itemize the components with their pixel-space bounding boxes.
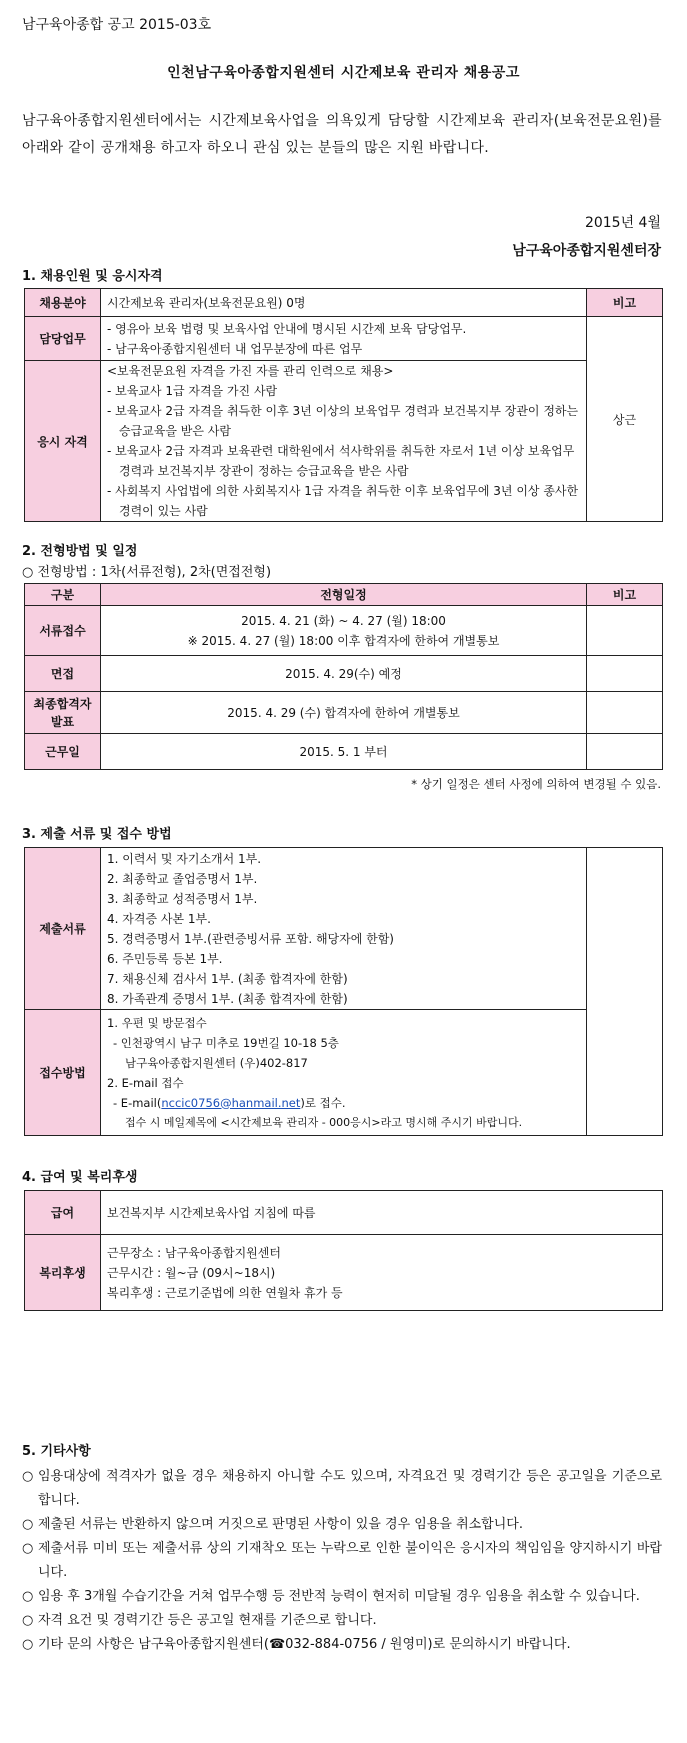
list-item [22, 1465, 662, 1513]
list-item [22, 1585, 662, 1609]
list-item-text: 제출된 서류는 반환하지 않으며 거짓으로 판명된 사항이 있을 경우 임용을 취소합니다. [38, 1517, 523, 1532]
table-row [25, 361, 663, 522]
email-suffix: )로 접수. [300, 1095, 346, 1110]
section-2-table [24, 583, 663, 770]
page-title: 인천남구육아종합지원센터 시간제보육 관리자 채용공고 [167, 65, 520, 81]
method-line: - 인천광역시 남구 미추로 19번길 10-18 5층 [113, 1035, 339, 1050]
section-1-table [24, 288, 663, 522]
notice-number: 남구육아종합 공고 2015-03호 [22, 17, 212, 33]
submission-method [101, 1010, 587, 1136]
row-label: 서류접수 [25, 606, 101, 656]
list-item [22, 1633, 662, 1657]
doc-item: 6. 주민등록 등본 1부. [107, 951, 223, 966]
row-label: 응시 자격 [25, 361, 101, 522]
selection-method: ○ 전형방법 : 1차(서류전형), 2차(면접전형) [22, 565, 272, 580]
doc-item: 5. 경력증명서 1부.(관련증빙서류 포함. 해당자에 한함) [107, 931, 394, 946]
duty-line: - 영유아 보육 법령 및 보육사업 안내에 명시된 시간제 보육 담당업무. [107, 321, 467, 336]
remark-cell [587, 656, 663, 692]
row-label: 급여 [25, 1191, 101, 1235]
method-line: 남구육아종합지원센터 (우)402-817 [125, 1055, 308, 1070]
doc-item: 4. 자격증 사본 1부. [107, 911, 211, 926]
column-header: 전형일정 [101, 584, 587, 606]
list-item [22, 1609, 662, 1633]
email-link[interactable]: nccic0756@hanmail.net [161, 1095, 301, 1110]
remark-value: 상근 [587, 317, 663, 522]
row-label: 제출서류 [25, 848, 101, 1010]
list-item-text: 임용대상에 적격자가 없을 경우 채용하지 아니할 수도 있으며, 자격요건 및 경력기간 등은 공고일을 기준으로 합니다. [38, 1469, 662, 1508]
welfare-line: 복리후생 : 근로기준법에 의한 연월차 휴가 등 [107, 1285, 343, 1300]
method-line: 2. E-mail 접수 [107, 1075, 184, 1090]
section-4-table [24, 1190, 663, 1311]
table-row [25, 656, 663, 692]
welfare-line: 근무시간 : 월~금 (09시~18시) [107, 1265, 276, 1280]
qualification-line: - 사회복지 사업법에 의한 사회복지사 1급 자격을 취득한 이후 보육업무에 3년 이상 종사한 경력이 있는 사람 [107, 484, 579, 518]
list-item [22, 1537, 662, 1585]
bullet-icon: ○ [22, 1517, 34, 1532]
remark-cell [587, 848, 663, 1136]
schedule-value: 2015. 5. 1 부터 [101, 734, 587, 770]
salary-value: 보건복지부 시간제보육사업 지침에 따름 [101, 1191, 663, 1235]
row-label: 근무일 [25, 734, 101, 770]
column-header: 구분 [25, 584, 101, 606]
row-label: 최종합격자 발표 [25, 692, 101, 734]
duty-line: - 남구육아종합지원센터 내 업무분장에 따른 업무 [107, 341, 363, 356]
section-1-title: 1. 채용인원 및 응시자격 [22, 269, 163, 284]
method-line: 접수 시 메일제목에 <시간제보육 관리자 - 000응시>라고 명시해 주시기 바랍니다. [125, 1115, 523, 1129]
welfare-value [101, 1235, 663, 1311]
doc-item: 1. 이력서 및 자기소개서 1부. [107, 851, 262, 866]
list-item-text: 임용 후 3개월 수습기간을 거쳐 업무수행 등 전반적 능력이 현저히 미달될 경우 임용을 취소할 수 있습니다. [38, 1589, 640, 1604]
table-row [25, 1010, 663, 1136]
qualification-line: <보육전문요원 자격을 가진 자를 관리 인력으로 채용> [107, 364, 394, 378]
table-row [25, 734, 663, 770]
list-item-text: 자격 요건 및 경력기간 등은 공고일 현재를 기준으로 합니다. [38, 1613, 377, 1628]
table-row [25, 848, 663, 1010]
column-header: 비고 [587, 584, 663, 606]
doc-item: 2. 최종학교 졸업증명서 1부. [107, 871, 258, 886]
section-2-title: 2. 전형방법 및 일정 [22, 544, 138, 559]
schedule-value: 2015. 4. 29 (수) 합격자에 한하여 개별통보 [101, 692, 587, 734]
table-row [25, 1235, 663, 1311]
method-line: 1. 우편 및 방문접수 [107, 1015, 207, 1030]
bullet-icon: ○ [22, 1613, 34, 1628]
list-item [22, 1513, 662, 1537]
schedule-note: * 상기 일정은 센터 사정에 의하여 변경될 수 있음. [411, 777, 661, 791]
bullet-icon: ○ [22, 1469, 34, 1484]
section-3-title: 3. 제출 서류 및 접수 방법 [22, 827, 172, 842]
row-value: 시간제보육 관리자(보육전문요원) 0명 [101, 289, 587, 317]
row-value [101, 361, 587, 522]
table-row [25, 289, 663, 317]
qualification-line: - 보육교사 2급 자격과 보육관련 대학원에서 석사학위를 취득한 자로서 1년 이상 보육업무 경력과 보건복지부 장관이 정하는 승급교육을 받은 사람 [107, 444, 575, 478]
remark-cell [587, 606, 663, 656]
schedule-value [101, 606, 587, 656]
remark-header: 비고 [587, 289, 663, 317]
email-prefix: - E-mail( [113, 1095, 162, 1110]
row-label: 채용분야 [25, 289, 101, 317]
row-value [101, 317, 587, 361]
notice-date: 2015년 4월 [584, 215, 661, 231]
section-5-title: 5. 기타사항 [22, 1444, 91, 1459]
bullet-icon: ○ [22, 1541, 34, 1556]
doc-item: 3. 최종학교 성적증명서 1부. [107, 891, 258, 906]
table-row [25, 317, 663, 361]
schedule-line: 2015. 4. 21 (화) ~ 4. 27 (월) 18:00 [241, 613, 446, 628]
bullet-icon: ○ [22, 1637, 34, 1652]
row-label: 복리후생 [25, 1235, 101, 1311]
row-label: 접수방법 [25, 1010, 101, 1136]
remark-cell [587, 734, 663, 770]
schedule-value: 2015. 4. 29(수) 예정 [101, 656, 587, 692]
method-line [107, 1093, 580, 1113]
etc-list [22, 1465, 662, 1657]
qualification-line: - 보육교사 1급 자격을 가진 사람 [107, 384, 278, 398]
table-row [25, 692, 663, 734]
qualification-line: - 보육교사 2급 자격을 취득한 이후 3년 이상의 보육업무 경력과 보건복지부 장관이 정하는 승급교육을 받은 사람 [107, 404, 579, 438]
table-header-row [25, 584, 663, 606]
signer: 남구육아종합지원센터장 [512, 243, 661, 259]
section-4-title: 4. 급여 및 복리후생 [22, 1170, 138, 1185]
row-label: 담당업무 [25, 317, 101, 361]
doc-item: 7. 채용신체 검사서 1부. (최종 합격자에 한함) [107, 971, 348, 986]
intro-paragraph: 남구육아종합지원센터에서는 시간제보육사업을 의욕있게 담당할 시간제보육 관리자(보육전문요원)를 아래와 같이 공개채용 하고자 하오니 관심 있는 분들의 많은 지원 바랍니다. [22, 113, 662, 156]
bullet-icon: ○ [22, 1589, 34, 1604]
welfare-line: 근무장소 : 남구육아종합지원센터 [107, 1245, 281, 1260]
remark-cell [587, 692, 663, 734]
table-row [25, 1191, 663, 1235]
list-item-text: 기타 문의 사항은 남구육아종합지원센터(☎032-884-0756 / 원영미)로 문의하시기 바랍니다. [38, 1637, 571, 1652]
docs-list [101, 848, 587, 1010]
section-3-table [24, 847, 663, 1136]
table-row [25, 606, 663, 656]
list-item-text: 제출서류 미비 또는 제출서류 상의 기재착오 또는 누락으로 인한 불이익은 응시자의 책임임을 양지하시기 바랍니다. [38, 1541, 662, 1580]
schedule-line: ※ 2015. 4. 27 (월) 18:00 이후 합격자에 한하여 개별통보 [187, 633, 500, 648]
doc-item: 8. 가족관계 증명서 1부. (최종 합격자에 한함) [107, 991, 348, 1006]
row-label: 면접 [25, 656, 101, 692]
